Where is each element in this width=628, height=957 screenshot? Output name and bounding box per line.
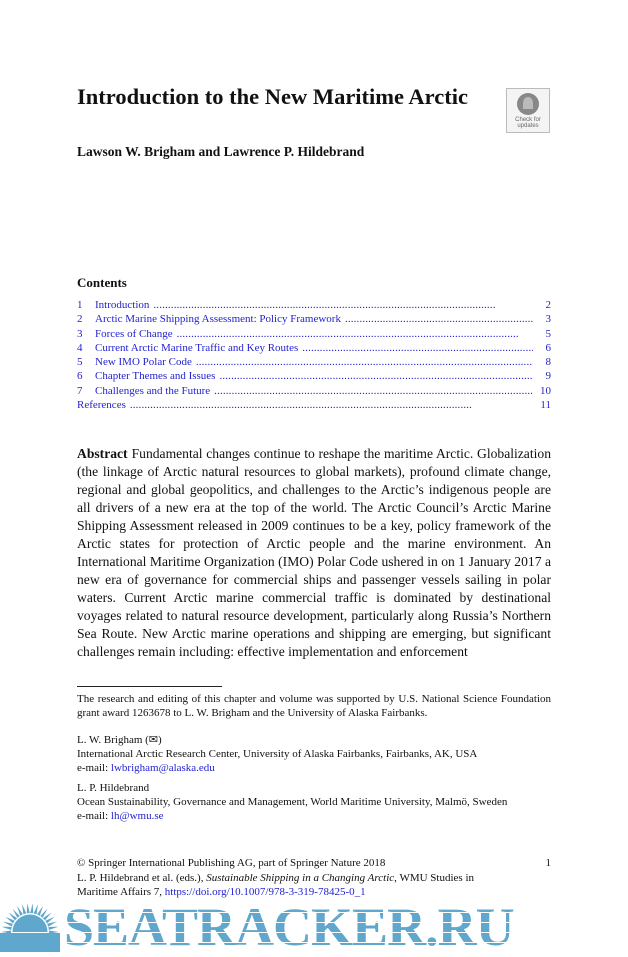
toc-label[interactable]: Chapter Themes and Issues (95, 370, 216, 383)
toc-number: 5 (77, 356, 83, 369)
toc-label[interactable]: Current Arctic Marine Traffic and Key Routes (95, 341, 299, 354)
abstract-text: Fundamental changes continue to reshape the maritime Arctic. Globalization (the linkage of Arctic natural resources to global markets), profound climate change, regional and global geopolitics, and challenges to the Arctic’s indigenous people are all drivers of a new era at the top of the world. The Arctic Council’s Arctic Marine Shipping Assessment released in 2009 continues to be a key, policy framework of the Arctic states for protection of Arctic people and the marine environment. An International Maritime Organization (IMO) Polar Code ushered in on 1 January 2017 a new era of governance for commercial ships and passenger vessels sailing in polar waters. Current Arctic marine commercial traffic is dominated by destinational voyages related to natural resource development, particularly along Russia’s Northern Sea Route. New Arctic marine operations and shipping are emerging, but significant challenges remain including: effective implementation and enforcement (77, 446, 551, 659)
author-org: Ocean Sustainability, Governance and Management, World Maritime University, Malmö, Sweden (77, 796, 508, 808)
email-label: e-mail: (77, 810, 111, 822)
check-for-updates-badge[interactable] (506, 88, 550, 133)
toc-leader (177, 327, 533, 341)
toc-page[interactable]: 5 (545, 327, 551, 340)
sun-ray (45, 917, 54, 924)
badge-line1: Check for (515, 117, 541, 123)
toc-entry[interactable] (77, 384, 551, 398)
sun-ray (1, 930, 11, 933)
sun-ray (43, 912, 51, 920)
toc-leader (345, 312, 533, 326)
sun-ray (37, 906, 43, 916)
sun-ray (27, 903, 30, 913)
check-updates-icon (517, 93, 539, 115)
abstract-label: Abstract (77, 446, 128, 461)
sun-ray (40, 909, 47, 918)
footnote-rule (77, 686, 222, 687)
toc-number: 7 (77, 384, 83, 397)
toc-leader (214, 384, 533, 398)
email-label: e-mail: (77, 762, 111, 774)
copyright-block (77, 856, 551, 900)
toc-entry[interactable] (77, 341, 551, 355)
affiliation-brigham (77, 733, 551, 775)
author-name: L. P. Hildebrand (77, 782, 150, 794)
toc-label[interactable]: Forces of Change (95, 327, 173, 340)
citation-prefix: L. P. Hildebrand et al. (eds.), (77, 871, 207, 884)
abstract (77, 445, 551, 661)
page-number: 1 (545, 857, 551, 869)
sun-ray (9, 912, 17, 920)
watermark-text: SEATRACKER.RU (64, 897, 514, 957)
toc-number: 2 (77, 313, 83, 326)
email-link[interactable]: lwbrigham@alaska.edu (110, 762, 215, 774)
sun-ray (34, 904, 38, 914)
toc-leader (302, 341, 533, 355)
funding-footnote: The research and editing of this chapter and volume was supported by U.S. National Science Foundation grant award 1263678 to L. W. Brigham and the University of Alaska Fairbanks. (77, 693, 551, 719)
authors: Lawson W. Brigham and Lawrence P. Hildebrand (77, 144, 365, 159)
author-name: L. W. Brigham (✉) (77, 734, 162, 746)
toc-entry[interactable] (77, 312, 551, 326)
author-org: International Arctic Research Center, University of Alaska Fairbanks, Fairbanks, AK, USA (77, 748, 478, 760)
chapter-title: Introduction to the New Maritime Arctic (77, 84, 468, 109)
table-of-contents (77, 298, 551, 412)
contents-heading: Contents (77, 275, 127, 290)
toc-page[interactable]: 2 (545, 299, 551, 311)
copyright-line: © Springer International Publishing AG, part of Springer Nature 2018 (77, 857, 386, 869)
toc-entry[interactable] (77, 298, 551, 312)
toc-entry[interactable] (77, 355, 551, 369)
toc-entry[interactable] (77, 369, 551, 383)
toc-label[interactable]: Challenges and the Future (95, 384, 211, 397)
badge-line2: updates (517, 123, 539, 129)
toc-page[interactable]: 11 (540, 399, 551, 412)
sun-ray (48, 927, 58, 930)
toc-page[interactable]: 9 (545, 370, 551, 383)
sun-ray (47, 922, 57, 927)
toc-label[interactable]: New IMO Polar Code (95, 356, 192, 369)
toc-page[interactable]: 6 (545, 341, 551, 354)
toc-entry[interactable] (77, 398, 551, 412)
toc-number: 4 (77, 341, 83, 354)
toc-label[interactable]: References (77, 399, 126, 412)
toc-page[interactable]: 10 (540, 384, 551, 397)
toc-number: 3 (77, 327, 83, 340)
toc-number: 1 (77, 299, 83, 311)
book-title: Sustainable Shipping in a Changing Arctic (206, 871, 395, 884)
toc-page[interactable]: 3 (545, 313, 551, 326)
toc-leader (219, 369, 533, 383)
toc-page[interactable]: 8 (545, 356, 551, 369)
sun-ray (5, 917, 14, 924)
email-link[interactable]: lh@wmu.se (110, 810, 164, 822)
toc-leader (130, 398, 533, 412)
toc-label[interactable]: Introduction (95, 299, 150, 311)
toc-leader (196, 355, 533, 369)
sun-ray (1, 927, 11, 930)
affiliation-hildebrand (77, 781, 551, 823)
doi-link[interactable]: https://doi.org/10.1007/978-3-319-78425-0_1 (164, 886, 366, 898)
sun-ray (17, 906, 23, 916)
toc-number: 6 (77, 370, 83, 383)
sun-ray (3, 922, 13, 927)
sun-ray (49, 930, 59, 933)
toc-entry[interactable] (77, 327, 551, 341)
toc-leader (153, 298, 533, 312)
sun-ray (22, 904, 26, 914)
sun-ray (30, 903, 33, 913)
toc-label[interactable]: Arctic Marine Shipping Assessment: Policy Framework (95, 313, 341, 326)
sun-ray (13, 909, 20, 918)
citation-suffix: , WMU Studies in Maritime Affairs 7, (77, 871, 474, 898)
watermark-sun-icon (0, 902, 60, 952)
